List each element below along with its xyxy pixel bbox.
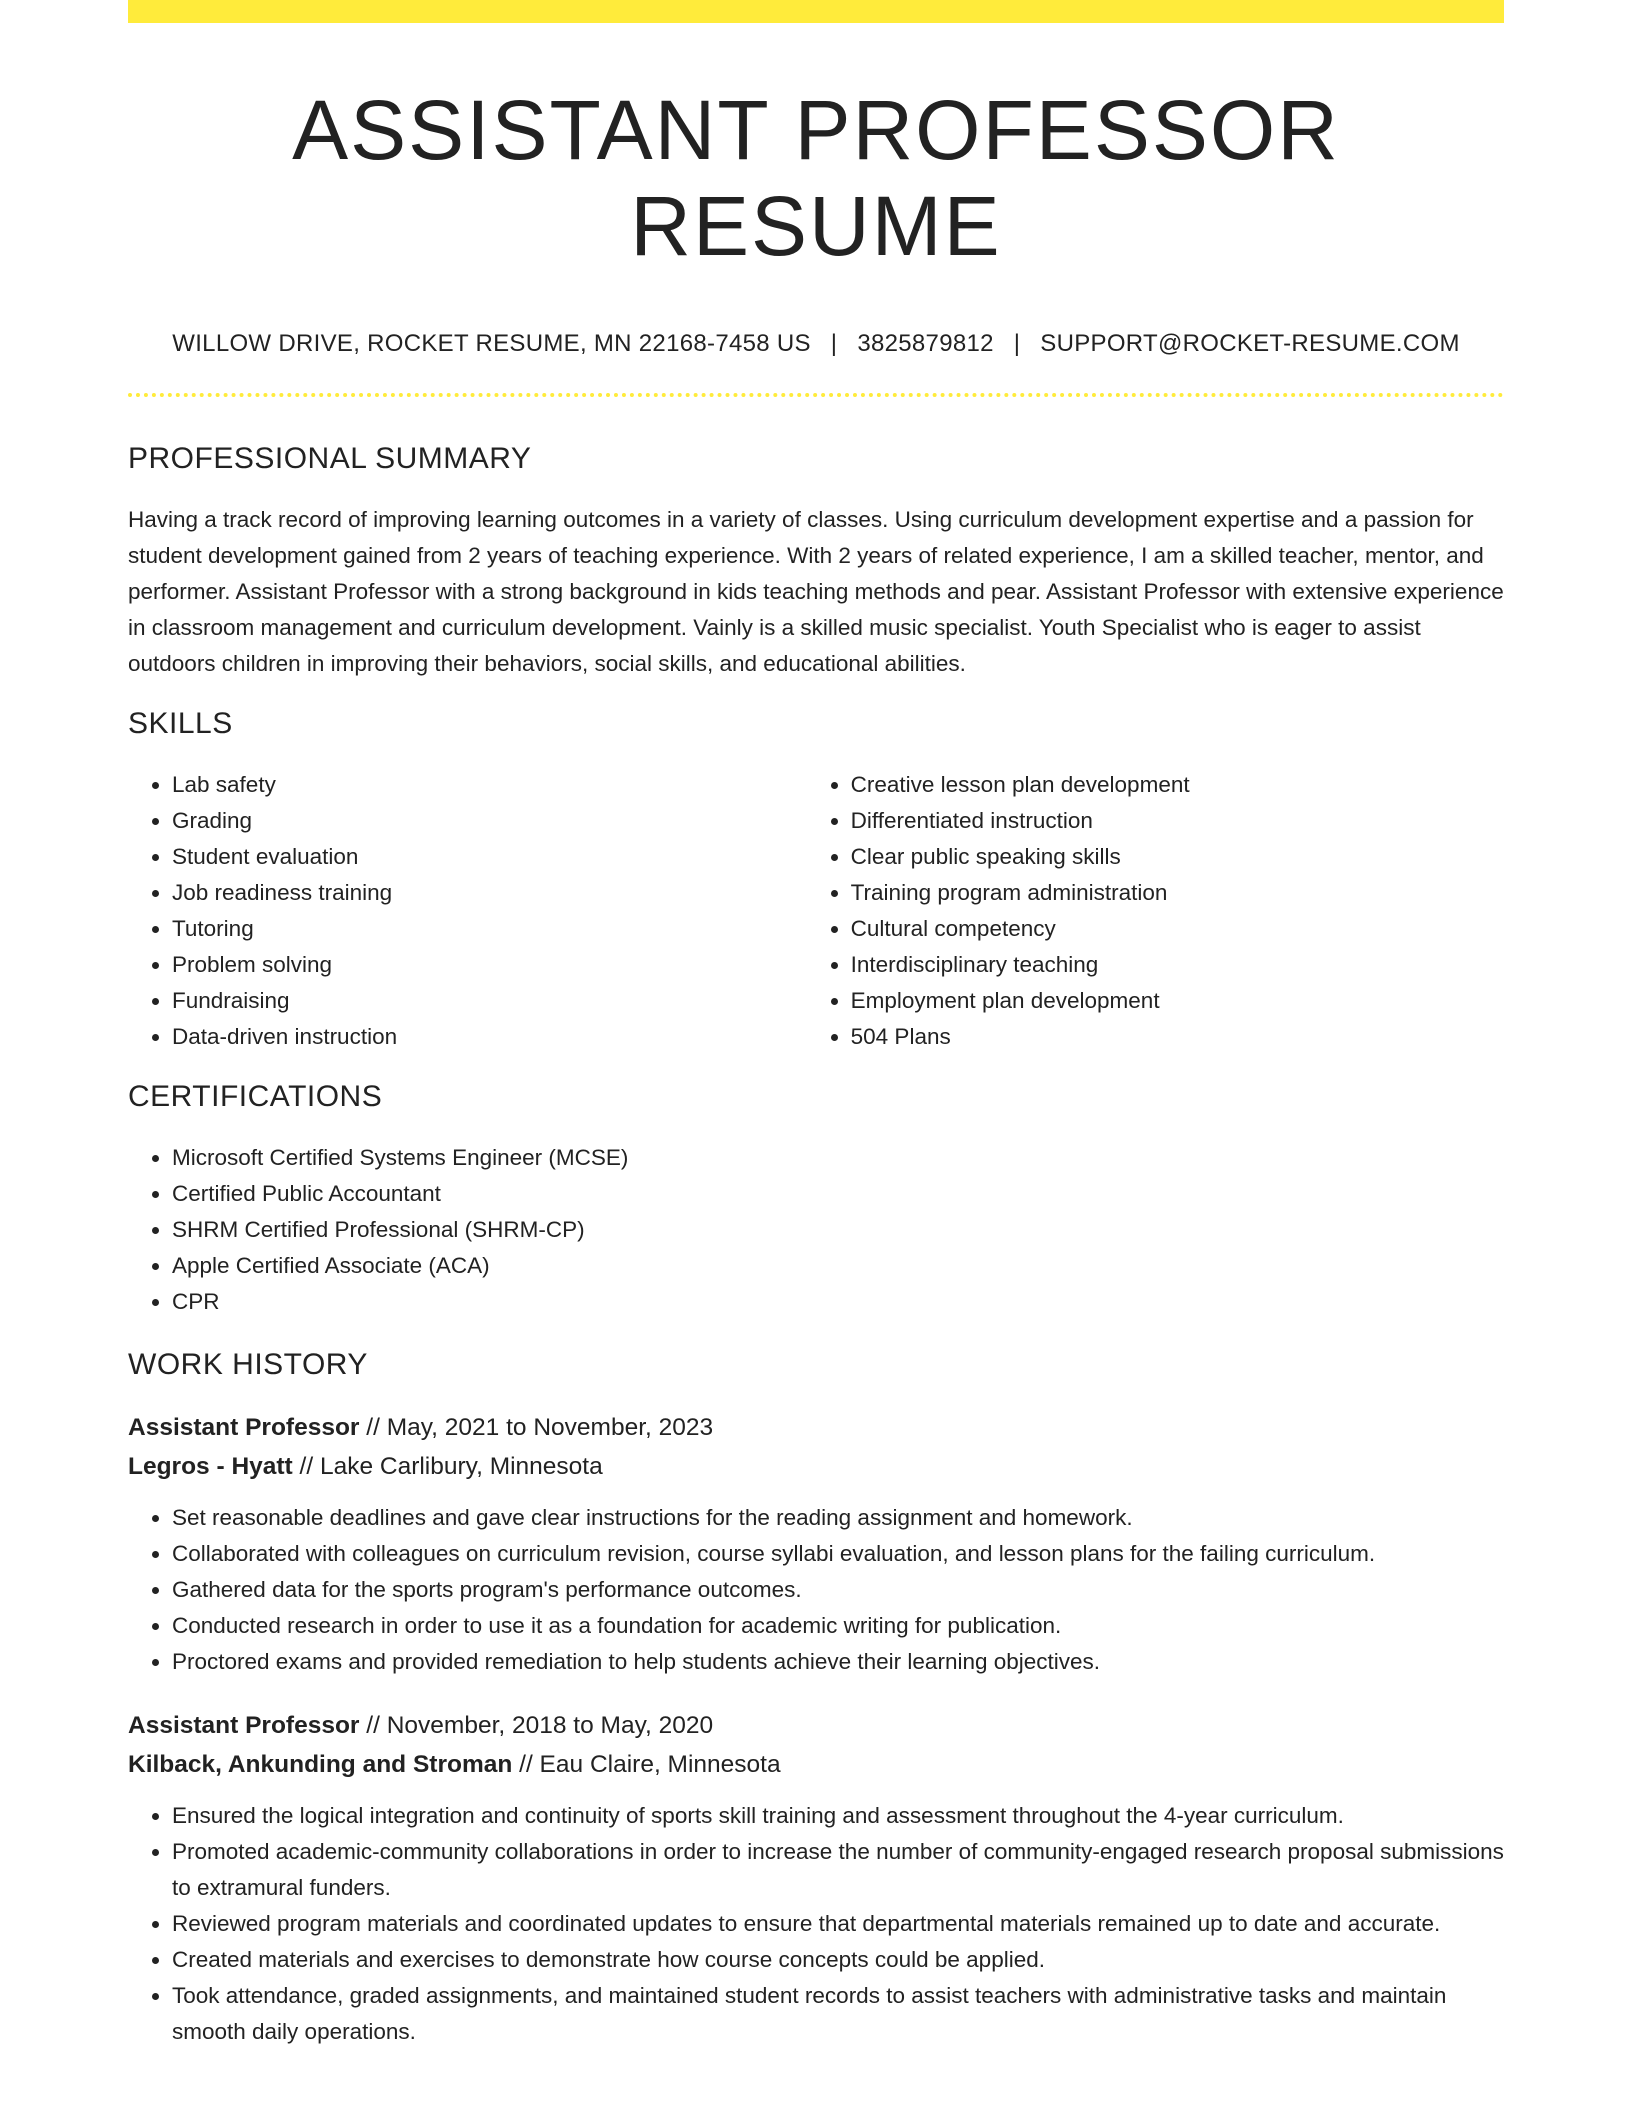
- skill-item: • Clear public speaking skills: [851, 839, 1504, 875]
- skills-right-list: [807, 767, 1504, 1055]
- job-company-line: [128, 1447, 1504, 1486]
- job-bullet: • Created materials and exercises to demonstrate how course concepts could be applied.: [172, 1942, 1504, 1978]
- resume-page: [128, 0, 1504, 2050]
- skills-heading: SKILLS: [128, 707, 233, 740]
- certifications-list: [128, 1140, 1504, 1320]
- job-bullet: • Reviewed program materials and coordinated updates to ensure that departmental materials remained up to date and accurate.: [172, 1906, 1504, 1942]
- skill-item: • Cultural competency: [851, 911, 1504, 947]
- certification-item: • Apple Certified Associate (ACA): [172, 1248, 1504, 1284]
- job-company: Legros - Hyatt: [128, 1453, 293, 1480]
- job-bullet: • Proctored exams and provided remediation to help students achieve their learning objectives.: [172, 1644, 1504, 1680]
- certification-item: • Microsoft Certified Systems Engineer (MCSE): [172, 1140, 1504, 1176]
- job-location: // Lake Carlibury, Minnesota: [292, 1453, 603, 1480]
- skills-columns: [128, 767, 1504, 1055]
- skill-item: • Tutoring: [172, 911, 807, 947]
- work-history-heading: WORK HISTORY: [128, 1348, 368, 1381]
- summary-heading: PROFESSIONAL SUMMARY: [128, 442, 532, 475]
- summary-section: [128, 440, 1504, 682]
- job-bullets: [128, 1500, 1504, 1680]
- certifications-heading: CERTIFICATIONS: [128, 1080, 383, 1113]
- resume-title: ASSISTANT PROFESSOR RESUME: [292, 83, 1340, 273]
- job-entry: [128, 1706, 1504, 2050]
- job-company: Kilback, Ankunding and Stroman: [128, 1751, 513, 1778]
- work-history-section: [128, 1346, 1504, 2050]
- skill-item: • Grading: [172, 803, 807, 839]
- skills-section: [128, 705, 1504, 1055]
- job-location: // Eau Claire, Minnesota: [512, 1751, 781, 1778]
- skill-item: • Problem solving: [172, 947, 807, 983]
- job-bullet: • Gathered data for the sports program's performance outcomes.: [172, 1572, 1504, 1608]
- certification-item: • SHRM Certified Professional (SHRM-CP): [172, 1212, 1504, 1248]
- skill-item: • Creative lesson plan development: [851, 767, 1504, 803]
- contact-separator: |: [1013, 330, 1021, 357]
- job-bullet: • Set reasonable deadlines and gave clear instructions for the reading assignment and homework.: [172, 1500, 1504, 1536]
- certification-item: • CPR: [172, 1284, 1504, 1320]
- summary-text: Having a track record of improving learning outcomes in a variety of classes. Using curriculum development expertise and a passion for student development gained from 2 years of teaching experience. With 2 years of related experience, I am a skilled teacher, mentor, and performer. Assistant Professor with a strong background in kids teaching methods and pear. Assistant Professor with extensive experience in classroom management and curriculum development. Vainly is a skilled music specialist. Youth Specialist who is eager to assist outdoors children in improving their behaviors, social skills, and educational abilities.: [128, 507, 1504, 676]
- skill-item: • Employment plan development: [851, 983, 1504, 1019]
- job-company-line: [128, 1745, 1504, 1784]
- dotted-divider: [128, 393, 1504, 397]
- skill-item: • Job readiness training: [172, 875, 807, 911]
- job-title: Assistant Professor: [128, 1712, 360, 1739]
- job-bullet: • Ensured the logical integration and continuity of sports skill training and assessment throughout the 4-year curriculum.: [172, 1798, 1504, 1834]
- accent-bar: [128, 0, 1504, 23]
- contact-separator: |: [830, 330, 838, 357]
- job-bullet: • Collaborated with colleagues on curriculum revision, course syllabi evaluation, and lesson plans for the failing curriculum.: [172, 1536, 1504, 1572]
- address: WILLOW DRIVE, ROCKET RESUME, MN 22168-7458 US: [172, 330, 811, 357]
- skill-item: • Training program administration: [851, 875, 1504, 911]
- skill-item: • Interdisciplinary teaching: [851, 947, 1504, 983]
- job-bullet: • Took attendance, graded assignments, and maintained student records to assist teachers with administrative tasks and maintain smooth daily operations.: [172, 1978, 1504, 2050]
- email: SUPPORT@ROCKET-RESUME.COM: [1040, 330, 1460, 357]
- skill-item: • 504 Plans: [851, 1019, 1504, 1055]
- skill-item: • Data-driven instruction: [172, 1019, 807, 1055]
- job-title: Assistant Professor: [128, 1414, 360, 1441]
- skills-left-list: [128, 767, 807, 1055]
- job-bullet: • Promoted academic-community collaborations in order to increase the number of community-engaged research proposal submissions to extramural funders.: [172, 1834, 1504, 1906]
- certifications-section: [128, 1078, 1504, 1320]
- skill-item: • Differentiated instruction: [851, 803, 1504, 839]
- skill-item: • Lab safety: [172, 767, 807, 803]
- phone: 3825879812: [857, 330, 994, 357]
- job-entry: [128, 1408, 1504, 1680]
- job-bullets: [128, 1798, 1504, 2050]
- job-title-line: [128, 1706, 1504, 1745]
- certification-item: • Certified Public Accountant: [172, 1176, 1504, 1212]
- job-dates: // May, 2021 to November, 2023: [359, 1414, 714, 1441]
- job-bullet: • Conducted research in order to use it as a foundation for academic writing for publication.: [172, 1608, 1504, 1644]
- skill-item: • Fundraising: [172, 983, 807, 1019]
- skill-item: • Student evaluation: [172, 839, 807, 875]
- job-title-line: [128, 1408, 1504, 1447]
- contact-line: [128, 328, 1504, 360]
- job-dates: // November, 2018 to May, 2020: [359, 1712, 714, 1739]
